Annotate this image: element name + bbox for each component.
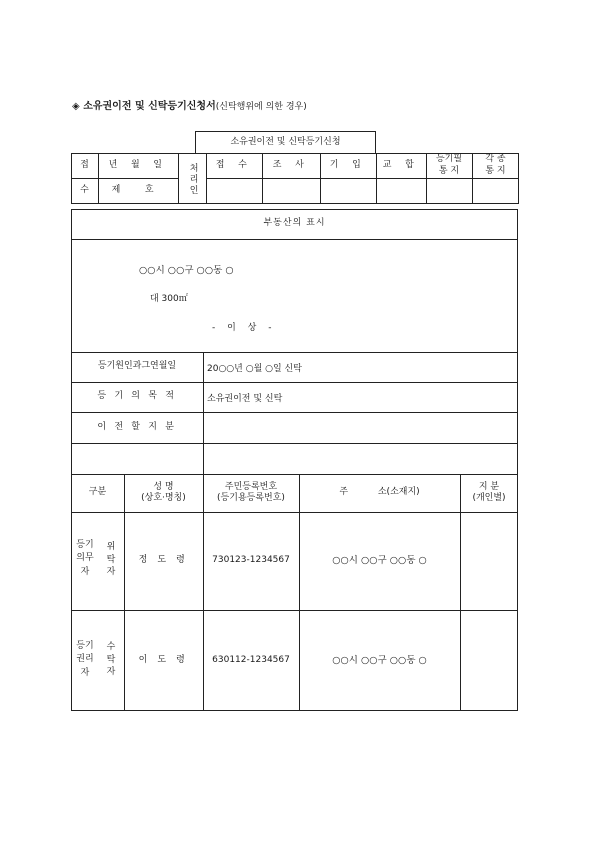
col-gakjong: 각 종 통 지 <box>485 154 506 176</box>
party1-name: 정 도 령 <box>138 555 189 566</box>
party1-role-b: 위 탁 자 <box>106 542 116 578</box>
header-caption: 소유권이전 및 신탁등기신청 <box>230 136 341 147</box>
party2-role-a: 등기 권리 자 <box>76 640 94 678</box>
party1-regno: 730123-1234567 <box>212 555 290 566</box>
cheori-label: 처리인 <box>187 162 198 196</box>
row-cause-value: 20○○년 ○월 ○일 신탁 <box>207 363 302 374</box>
party2-name: 이 도 령 <box>138 654 189 665</box>
property-area: 대 300㎡ <box>150 294 188 304</box>
number-label: 제 호 <box>111 185 165 196</box>
party2-regno: 630112-1234567 <box>212 654 290 665</box>
party-name-header: 성 명 (상호·명칭) <box>141 481 186 503</box>
document-title <box>72 97 307 112</box>
property-heading: 부동산의 표시 <box>263 218 326 229</box>
su-label: 수 <box>80 185 89 196</box>
party-share-header: 지 분 (개인별) <box>472 481 506 503</box>
row-blank-label <box>71 443 203 474</box>
title-main: 소유권이전 및 신탁등기신청서 <box>83 101 216 112</box>
party2-role-b: 수 탁 자 <box>106 642 116 678</box>
date-label: 년 월 일 <box>108 159 168 170</box>
col-gyohap: 교 합 <box>382 159 420 170</box>
row-blank-value <box>207 443 507 474</box>
party2-addr: ○○시 ○○구 ○○동 ○ <box>332 654 427 666</box>
party1-role-a: 등기 의무 자 <box>76 539 94 577</box>
col-deunggipil: 등기필 통 지 <box>435 154 463 176</box>
col-jeopsu: 접 수 <box>215 159 253 170</box>
row-purpose-value: 소유권이전 및 신탁 <box>207 393 283 404</box>
party2-share <box>460 610 518 711</box>
col-josa: 조 사 <box>272 159 310 170</box>
row-purpose-label: 등 기 의 목 적 <box>97 391 177 402</box>
row-share-value <box>207 412 507 443</box>
header-caption-box <box>195 131 376 154</box>
party-gubun-header: 구분 <box>88 487 107 498</box>
property-end-mark: - 이 상 - <box>212 323 276 333</box>
property-address: ○○시 ○○구 ○○동 ○ <box>139 265 234 276</box>
row-cause-label: 등기원인과그연월일 <box>97 361 177 372</box>
jeop-label: 접 <box>80 159 89 170</box>
title-sub: (신탁행위에 의한 경우) <box>215 102 307 112</box>
party-addr-header: 주 소(소재지) <box>339 487 420 498</box>
info-col-line <box>203 352 204 474</box>
property-heading-line <box>71 239 518 240</box>
diamond-bullet-icon: ◈ <box>72 101 80 112</box>
col-giip: 기 입 <box>329 159 367 170</box>
party1-addr: ○○시 ○○구 ○○동 ○ <box>332 555 427 567</box>
row-share-label: 이 전 할 지 분 <box>97 421 177 432</box>
party1-share <box>460 512 518 610</box>
party-regno-header: 주민등록번호 (등기용등록번호) <box>217 481 285 503</box>
